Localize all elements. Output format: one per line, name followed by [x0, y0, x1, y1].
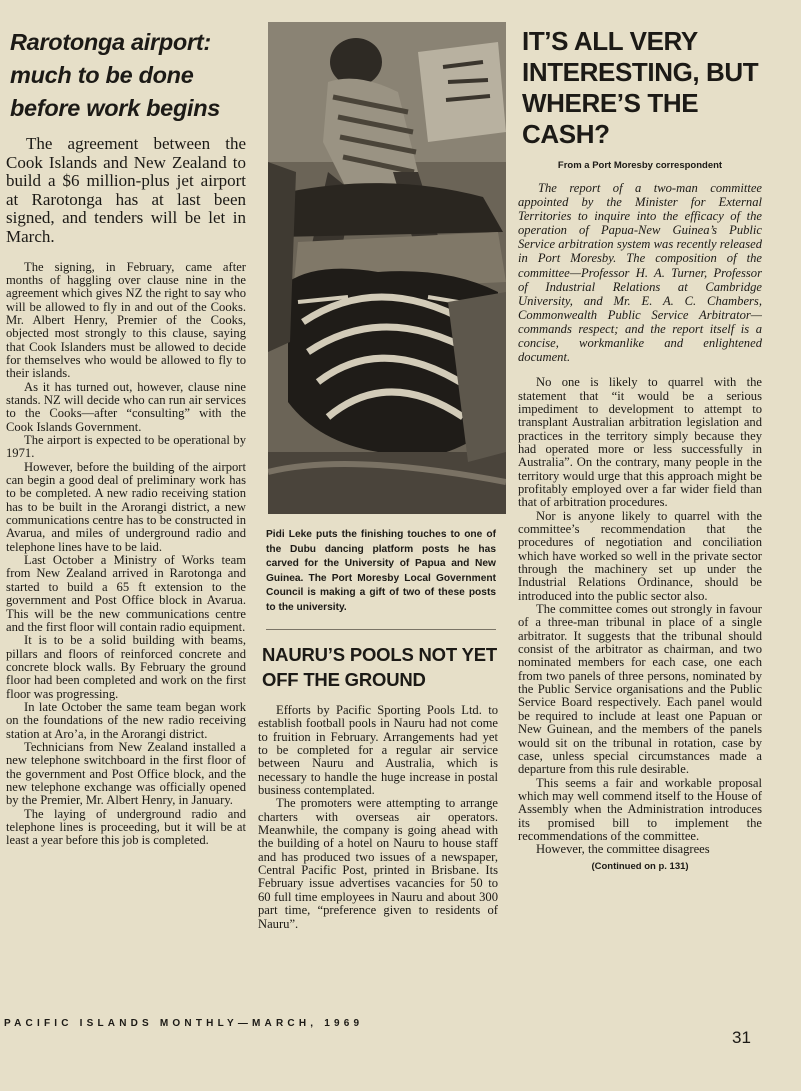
body-paragraph: The laying of underground radio and telephone lines is proceeding, but it will be at least a year before this job is completed.: [6, 806, 246, 848]
body-paragraph: It is to be a solid building with beams, pillars and floors of reinforced concrete and concrete block walls. By February the ground floor had been completed and work on the first floor was progressing.: [6, 633, 246, 701]
arbitration-headline: IT’S ALL VERY INTERESTING, BUT WHERE’S THE CASH?: [522, 26, 759, 149]
byline: From a Port Moresby correspondent: [557, 160, 723, 171]
intro-paragraph: The report of a two-man committee appointed by the Minister for External Territories to inquire into the efficacy of the operation of Papua-New Guinea’s Public Service arbitration system was recently released in Port Moresby. The composition of the committee—Professor H. A. Turner, Professor of Industrial Relations at Cambridge University, and Mr. E. A. C. Chambers, Commonwealth Public Service Arbitrator—commands respect; and the report itself is a concise, workmanlike and enlightened document.: [518, 181, 762, 365]
middle-column: [258, 22, 504, 931]
continued-note: (Continued on p. 131): [591, 860, 689, 872]
body-paragraph: The promoters were attempting to arrange charters with overseas air operators. Meanwhile, the company is going ahead with the building of a hotel on Nauru to house staff and has produced two issues of a newspaper, Central Pacific Post, printed in Brisbane. Its February issue advertises vacancies for 50 to 60 full time employees in Nauru and about 300 part time, “preference given to residents of Nauru”.: [258, 796, 498, 931]
carved-post-illustration: [268, 22, 506, 514]
body-paragraph: Nor is anyone likely to quarrel with the committee’s recommendation that the procedures of negotiation and conciliation which have worked so well in the private sector through the machinery set up under the Industrial Relations Ordinance, should be introduced into the public sector also.: [518, 508, 762, 603]
body-paragraph: As it has turned out, however, clause nine stands. NZ will decide who can run air services to the Cooks—after “consulting” with the Cook Islands Government.: [6, 379, 246, 434]
nauru-headline: NAURU’S POOLS NOT YET OFF THE GROUND: [262, 644, 497, 690]
airport-body: [6, 261, 246, 848]
nauru-body: [258, 704, 498, 931]
body-paragraph: However, the committee disagrees: [536, 842, 710, 857]
body-paragraph: In late October the same team began work on the foundations of the new radio receiving station at Aro’a, in the Arorangi district.: [6, 699, 246, 741]
article-arbitration: [518, 22, 762, 872]
body-paragraph: The signing, in February, came after months of haggling over clause nine in the agreement which gives NZ the right to say who will be allowed to fly in and out of the Cooks. Mr. Albert Henry, Premier of the Cooks, objected most strongly to this clause, saying that Cook Islanders must be allowed to decide for themselves who would be allowed to fly to their islands.: [6, 259, 246, 381]
airport-headline: Rarotonga airport: much to be done before work begins: [10, 29, 221, 121]
carving-photo: [268, 22, 506, 514]
body-paragraph: However, before the building of the airport can begin a good deal of preliminary work has to be completed. A new radio receiving station has to be built in the Arorangi district, a new communications centre has to be constructed in Avarua, and miles of underground radio and telephone lines have to be laid.: [6, 459, 246, 554]
arbitration-body: [518, 376, 762, 856]
body-paragraph: No one is likely to quarrel with the statement that “it would be a serious impediment to development to attempt to transplant Australian arbitration legislation and practices in the territory simply because they had operated more or less successfully in Australia”. On the contrary, many people in the territory would urge that this approach might be profitably employed over a far wider field than that of arbitration procedures.: [518, 375, 762, 510]
page-number: 31: [732, 1028, 751, 1047]
body-paragraph: The airport is expected to be operational by 1971.: [6, 433, 246, 461]
footer-masthead: PACIFIC ISLANDS MONTHLY—MARCH, 1969: [4, 1018, 364, 1029]
body-paragraph: Technicians from New Zealand installed a new telephone switchboard in the first floor of the government and Post Office block, and the new telephone exchange was officially opened by the Premier, Mr. Albert Henry, in January.: [6, 739, 246, 808]
divider: [266, 629, 496, 630]
photo-caption: Pidi Leke puts the finishing touches to one of the Dubu dancing platform posts he has carved for the University of Papua and New Guinea. The Port Moresby Local Government Council is making a gift of two of these posts to the university.: [266, 529, 496, 613]
article-rarotonga-airport: [6, 22, 246, 848]
body-paragraph: Last October a Ministry of Works team from New Zealand arrived in Rarotonga and started to build a 65 ft extension to the government and Post Office block in Avarua. This will be the new communications centre and the first floor will contain radio equipment.: [6, 553, 246, 634]
airport-lead-paragraph: The agreement between the Cook Islands and New Zealand to build a $6 million-plus jet airport at Rarotonga has at last been signed, and tenders will be let in March.: [6, 134, 246, 246]
body-paragraph: This seems a fair and workable proposal which may well commend itself to the House of Assembly when the Administration introduces its promised bill to implement the recommendations of the committee.: [518, 775, 762, 843]
body-paragraph: Efforts by Pacific Sporting Pools Ltd. to establish football pools in Nauru had not come to fruition in February. Arrangements had yet to be completed for a regular air service between Nauru and Australia, which is necessary to handle the huge increase in postal business contemplated.: [258, 703, 498, 798]
body-paragraph: The committee comes out strongly in favour of a three-man tribunal in place of a single arbitrator. It suggests that the tribunal should consist of the arbitrator as chairman, and two nominated members for each case, one each from two panels of three persons, nominated by the Public Service organisations and the Public Service Board respectively. Each panel would be required to include at least one Papuan or New Guinean, and the members of the panels would sit on the tribunal in rotation, case by case, unless special circumstances made a departure from this rule desirable.: [518, 602, 762, 777]
